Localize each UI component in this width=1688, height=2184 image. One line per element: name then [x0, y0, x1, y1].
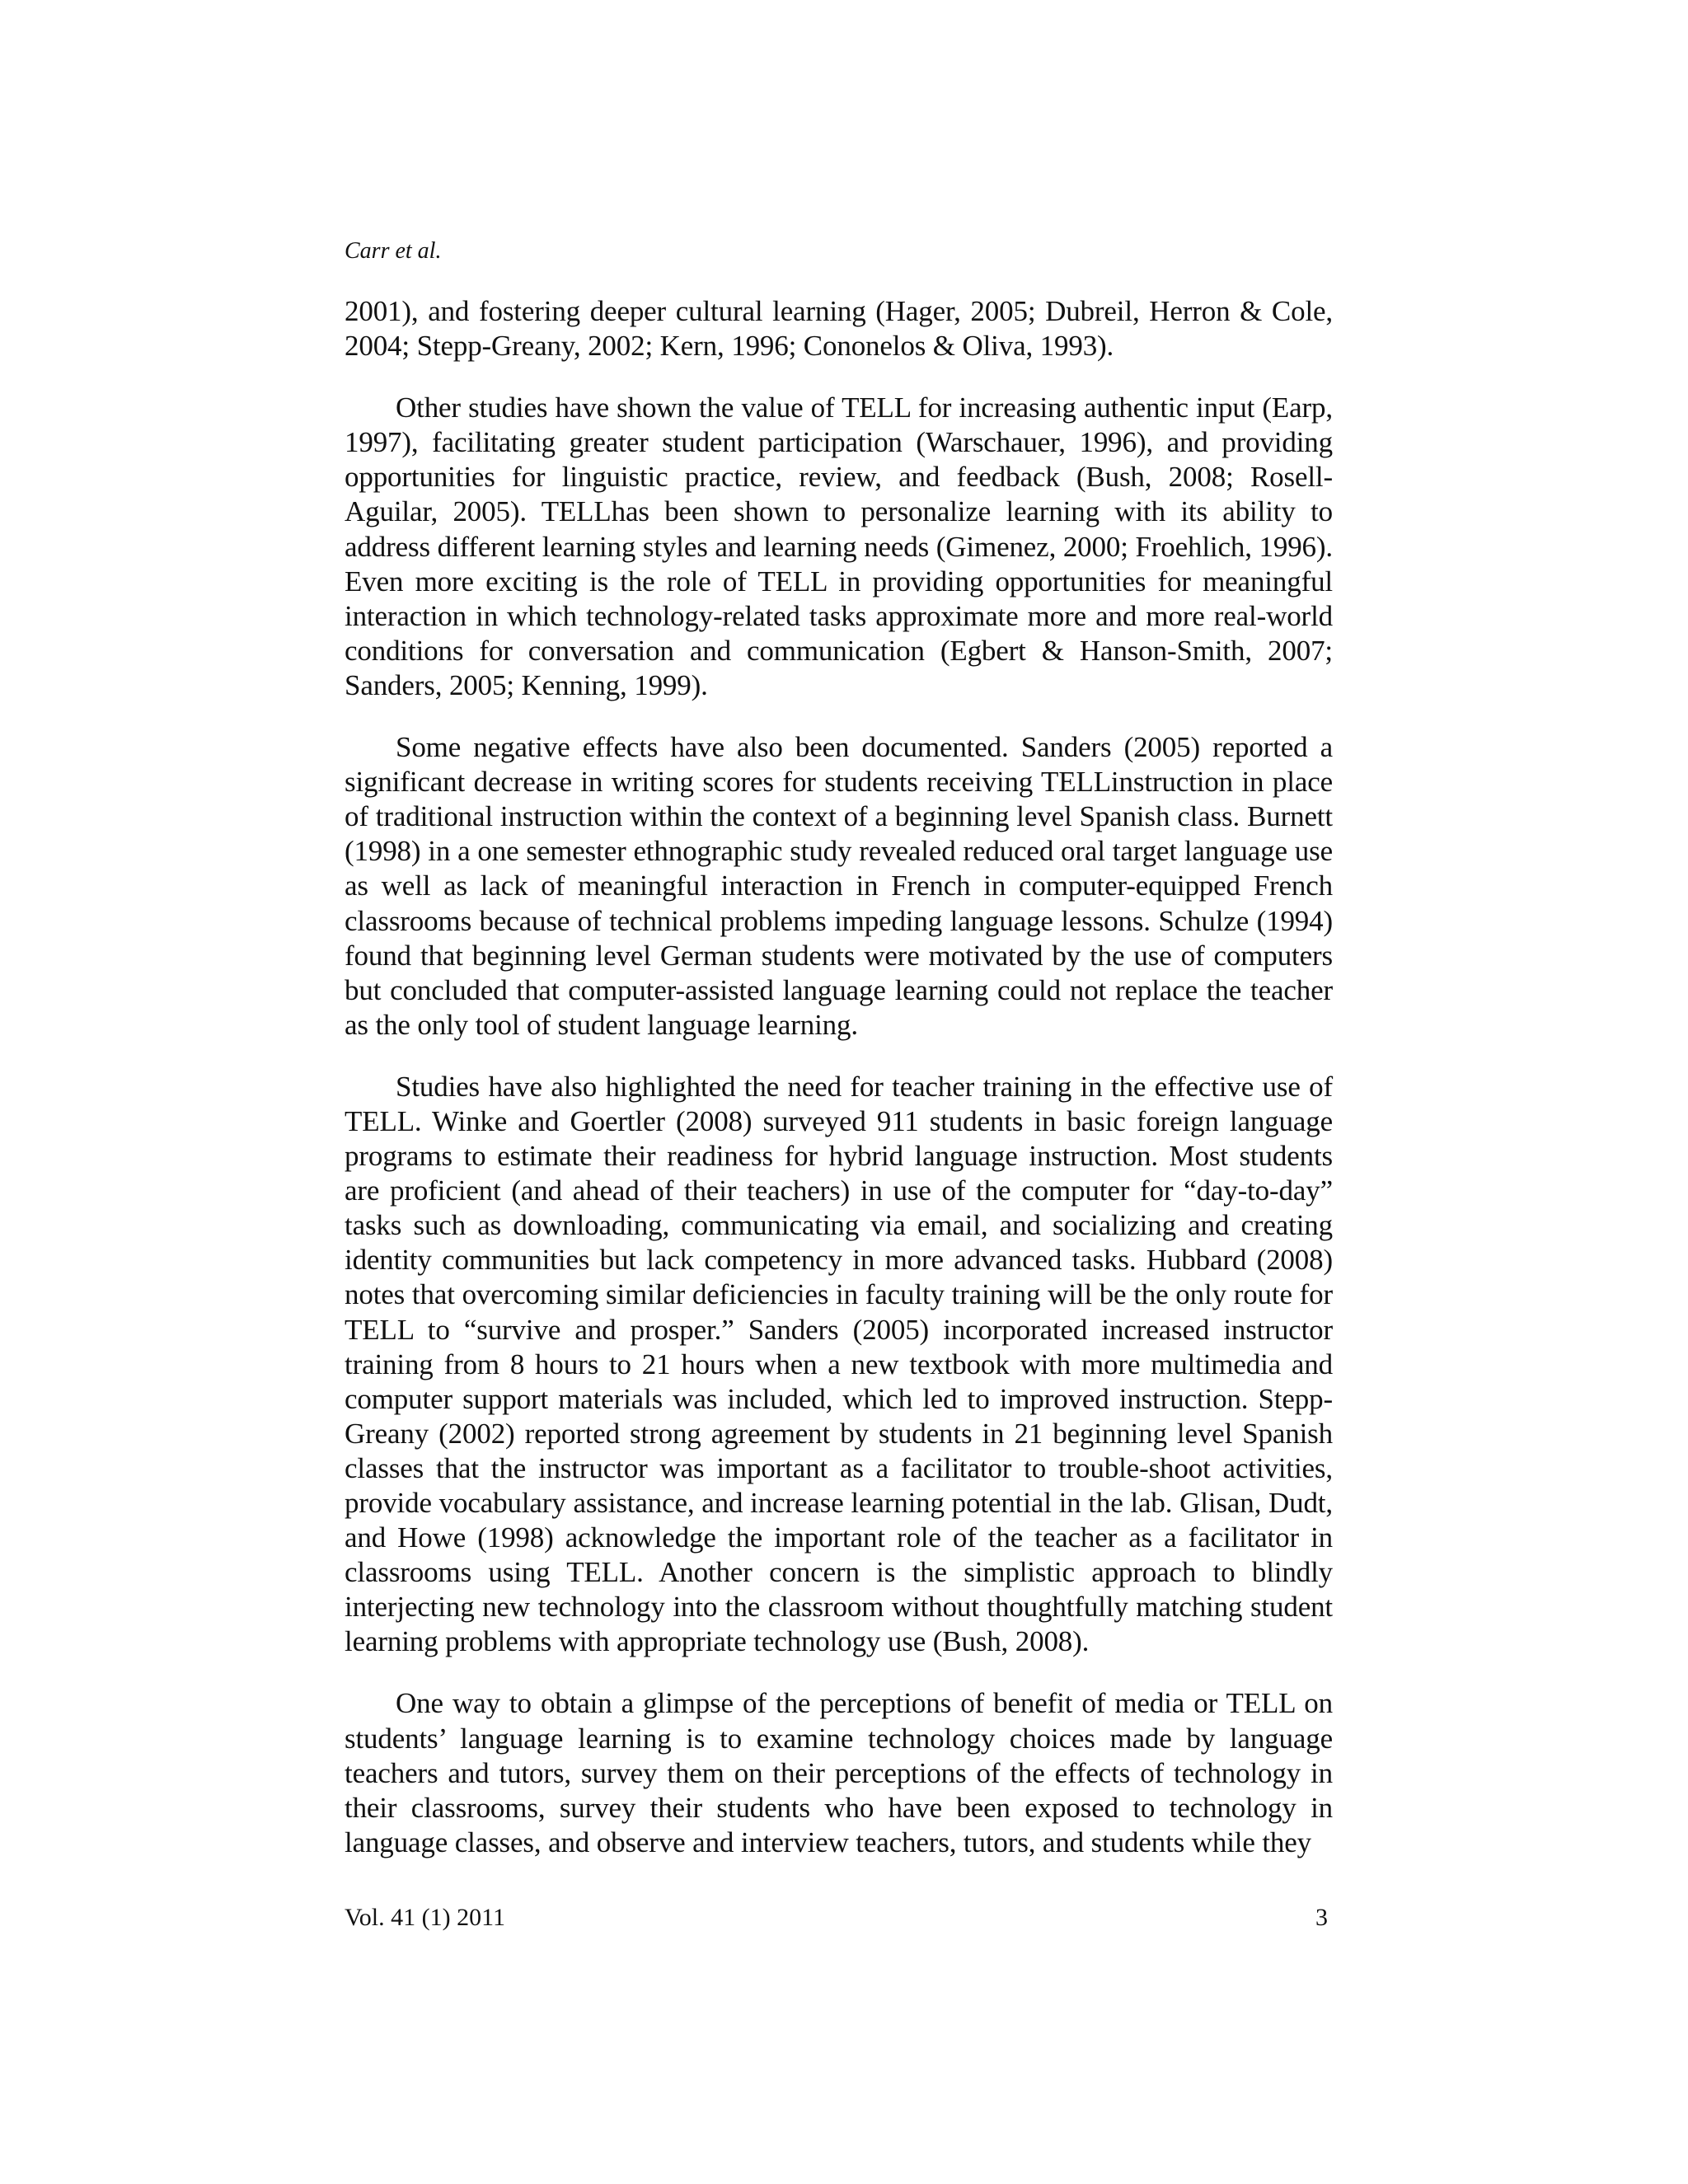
article-body [345, 294, 1333, 1887]
paragraph-negative-effects: Some negative effects have also been documented. Sanders (2005) reported a significant decrease in writing scores for students receiving TELLinstruction in place of traditional instruction within the context of a beginning level Spanish class. Burnett (1998) in a one semester ethnographic study revealed reduced oral target language use as well as lack of meaningful interaction in French in computer-equipped French classrooms because of technical problems impeding language lessons. Schulze (1994) found that beginning level German students were motivated by the use of computers but concluded that computer-assisted language learning could not replace the teacher as the only tool of student language learning. [345, 731, 1333, 1041]
running-head: Carr et al. [345, 238, 442, 264]
paragraph-continued: 2001), and fostering deeper cultural learning (Hager, 2005; Dubreil, Herron & Cole, 2004; Stepp-Greany, 2002; Kern, 1996; Cononelos & Oliva, 1993). [345, 295, 1333, 363]
footer-volume: Vol. 41 (1) 2011 [345, 1904, 505, 1931]
paragraph-teacher-training: Studies have also highlighted the need for teacher training in the effective use of TELL. Winke and Goertler (2008) surveyed 911 students in basic foreign language programs to estimate their readiness for hybrid language instruction. Most students are proficient (and ahead of their teachers) in use of the computer for “day-to-day” tasks such as downloading, communicating via email, and socializing and creating identity communities but lack competency in more advanced tasks. Hubbard (2008) notes that overcoming similar deficiencies in faculty training will be the only route for TELL to “survive and prosper.” Sanders (2005) incorporated increased instructor training from 8 hours to 21 hours when a new textbook with more multimedia and computer support materials was included, which led to improved instruction. Stepp-Greany (2002) reported strong agreement by students in 21 beginning level Spanish classes that the instructor was important as a facilitator to trouble-shoot activities, provide vocabulary assistance, and increase learning potential in the lab. Glisan, Dudt, and Howe (1998) acknowledge the important role of the teacher as a facilitator in classrooms using TELL. Another concern is the simplistic approach to blindly interjecting new technology into the classroom without thoughtfully matching student learning problems with appropriate technology use (Bush, 2008). [345, 1070, 1333, 1658]
paragraph-perceptions: One way to obtain a glimpse of the perceptions of benefit of media or TELL on students’ language learning is to examine technology choices made by language teachers and tutors, survey them on their perceptions of the effects of technology in their classrooms, survey their students who have been exposed to technology in language classes, and observe and interview teachers, tutors, and students while they [345, 1687, 1333, 1858]
paragraph-tell-benefits: Other studies have shown the value of TELL for increasing authentic input (Earp, 1997), facilitating greater student participation (Warschauer, 1996), and providing opportunities for linguistic practice, review, and feedback (Bush, 2008; Rosell-Aguilar, 2005). TELLhas been shown to personalize learning with its ability to address different learning styles and learning needs (Gimenez, 2000; Froehlich, 1996). Even more exciting is the role of TELL in providing opportunities for meaningful interaction in which technology-related tasks approximate more and more real-world conditions for conversation and communication (Egbert & Hanson-Smith, 2007; Sanders, 2005; Kenning, 1999). [345, 391, 1333, 701]
page-number: 3 [1315, 1904, 1328, 1931]
